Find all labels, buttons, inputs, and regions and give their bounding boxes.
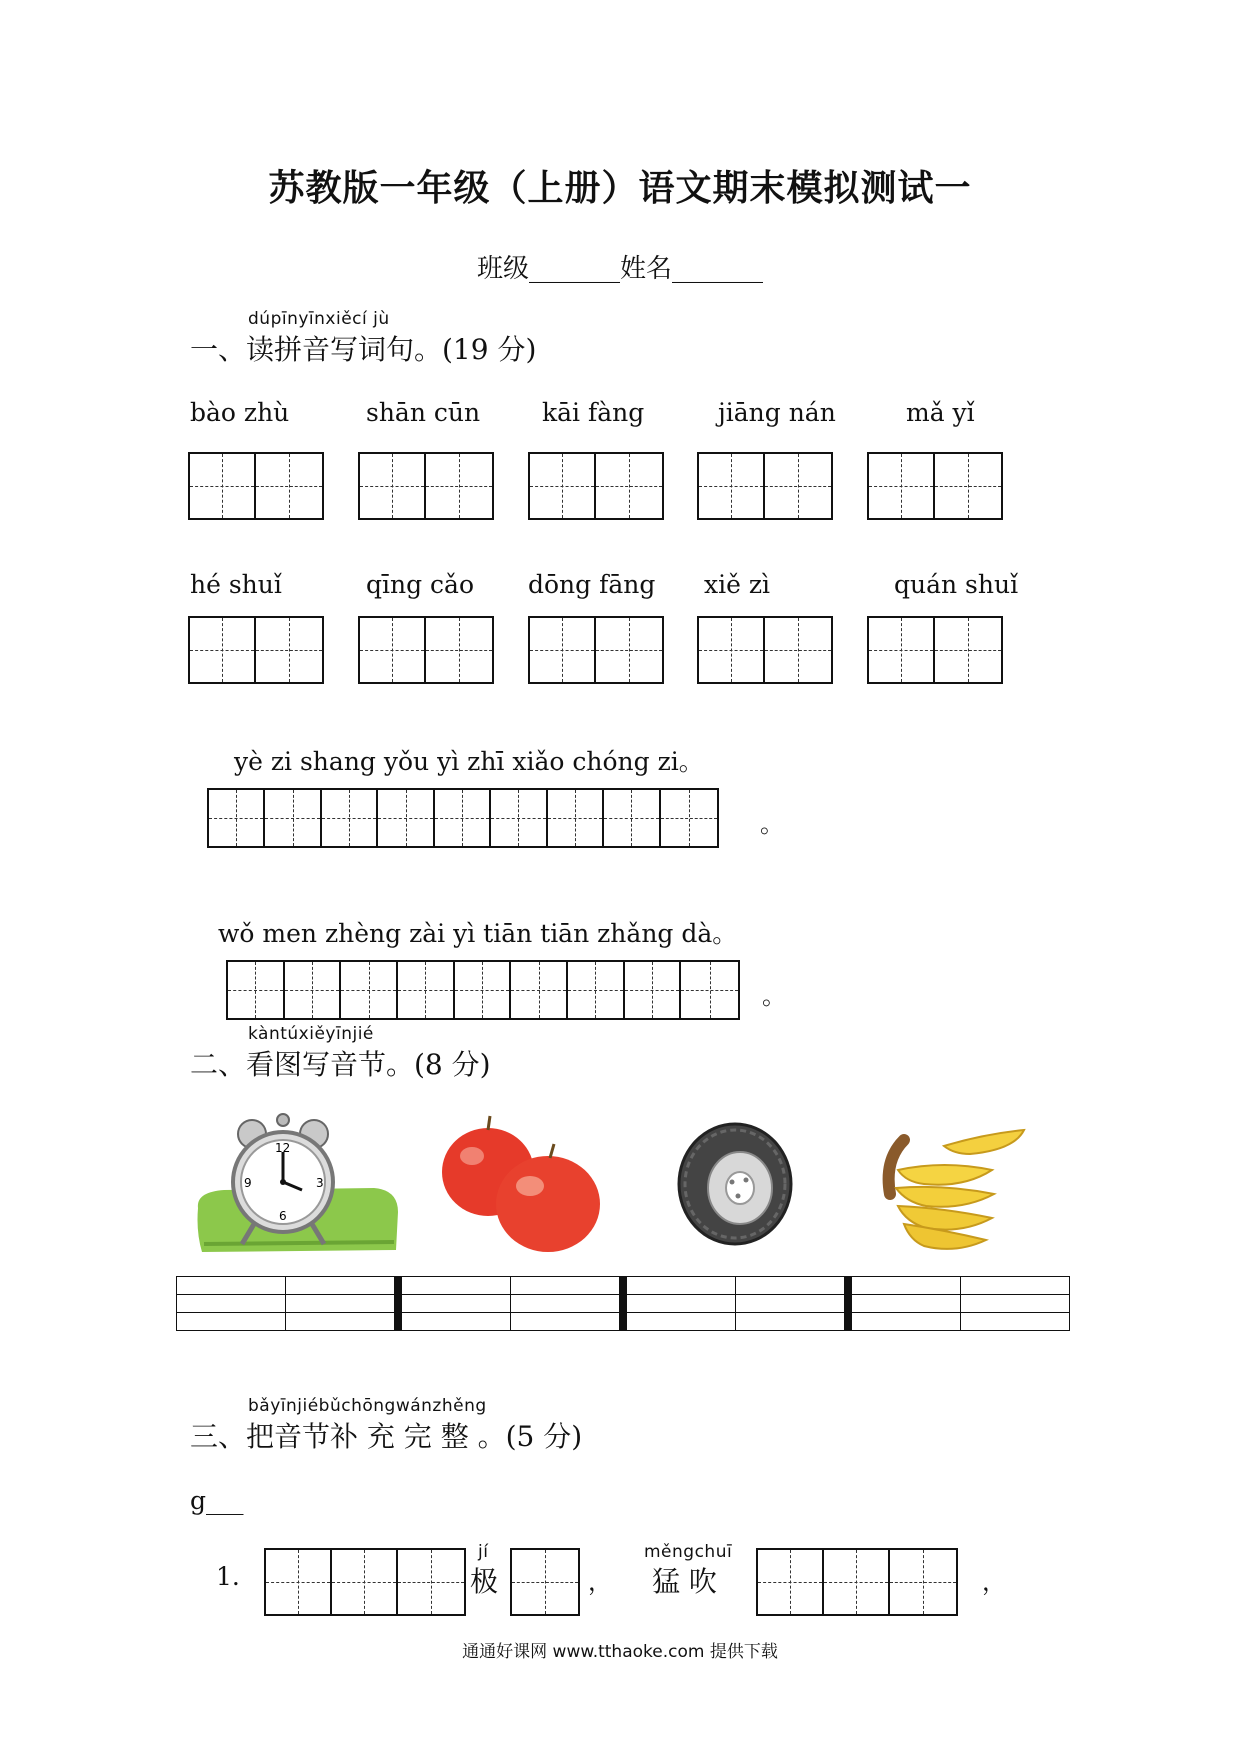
- answer-grid-mayi[interactable]: [867, 452, 1003, 520]
- comma-1: ，: [588, 1568, 612, 1596]
- svg-text:9: 9: [244, 1176, 252, 1190]
- answer-grid-xiezi[interactable]: [697, 616, 833, 684]
- pinyin-quanshui: quán shuǐ: [894, 570, 1019, 599]
- fill-blank-g: g___: [190, 1486, 244, 1515]
- mengchui-pinyin: měngchuī: [644, 1542, 733, 1562]
- pinyin-xiezi: xiě zì: [704, 570, 771, 599]
- comma-2: ，: [982, 1568, 1006, 1596]
- pinyin-mayi: mǎ yǐ: [906, 398, 975, 427]
- sentence-1-end-mark: 。: [760, 810, 784, 838]
- sentence-2-end-mark: 。: [762, 982, 786, 1010]
- pinyin-jiangnan: jiāng nán: [718, 398, 836, 427]
- section3-heading: 三、把音节补 充 完 整 。(5 分): [190, 1420, 583, 1453]
- footer-credit: 通通好课网 www.tthaoke.com 提供下载: [462, 1642, 778, 1662]
- pinyin-qingcao: qīng cǎo: [366, 570, 475, 599]
- section3-ruby: bǎyīnjiébǔchōngwánzhěng: [248, 1396, 487, 1416]
- class-name-line: 班级_______姓名_______: [476, 254, 763, 284]
- bananas-picture: [874, 1110, 1030, 1256]
- answer-grid-baozhu[interactable]: [188, 452, 324, 520]
- pinyin-baozhu: bào zhù: [190, 398, 290, 427]
- answer-grid-qingcao[interactable]: [358, 616, 494, 684]
- answer-grid-kaifang[interactable]: [528, 452, 664, 520]
- pinyin-dongfang: dōng fāng: [528, 570, 656, 599]
- answer-grid-shancun[interactable]: [358, 452, 494, 520]
- pinyin-writing-lines[interactable]: [176, 1276, 1070, 1331]
- apples-picture: [436, 1110, 606, 1256]
- clock-picture: [194, 1112, 400, 1256]
- tire-picture: [672, 1120, 798, 1250]
- answer-grid-item1-a[interactable]: [264, 1548, 466, 1616]
- answer-grid-item1-c[interactable]: [756, 1548, 958, 1616]
- section2-heading: 二、看图写音节。(8 分): [190, 1048, 491, 1081]
- answer-grid-item1-b[interactable]: [510, 1548, 580, 1616]
- pinyin-sentence-1: yè zi shang yǒu yì zhī xiǎo chóng zi。: [234, 747, 704, 776]
- pinyin-sentence-2: wǒ men zhèng zài yì tiān tiān zhǎng dà。: [218, 919, 738, 948]
- svg-text:12: 12: [275, 1141, 291, 1155]
- section2-ruby: kàntúxiěyīnjié: [248, 1024, 374, 1044]
- answer-grid-quanshui[interactable]: [867, 616, 1003, 684]
- pinyin-shancun: shān cūn: [366, 398, 481, 427]
- ji-character: 极: [470, 1565, 499, 1598]
- page-title: 苏教版一年级（上册）语文期末模拟测试一: [268, 168, 972, 209]
- pinyin-heshui: hé shuǐ: [190, 570, 282, 599]
- answer-grid-heshui[interactable]: [188, 616, 324, 684]
- mengchui-characters: 猛 吹: [652, 1565, 717, 1598]
- section1-heading: 一、读拼音写词句。(19 分): [190, 333, 537, 366]
- answer-grid-dongfang[interactable]: [528, 616, 664, 684]
- item-number-1: 1.: [216, 1562, 240, 1591]
- answer-grid-sentence-2[interactable]: [226, 960, 740, 1020]
- pinyin-kaifang: kāi fàng: [542, 398, 645, 427]
- svg-text:6: 6: [279, 1209, 287, 1223]
- section1-ruby: dúpīnyīnxiěcí jù: [248, 309, 390, 329]
- svg-text:3: 3: [316, 1176, 324, 1190]
- ji-pinyin: jí: [478, 1542, 489, 1562]
- answer-grid-sentence-1[interactable]: [207, 788, 719, 848]
- answer-grid-jiangnan[interactable]: [697, 452, 833, 520]
